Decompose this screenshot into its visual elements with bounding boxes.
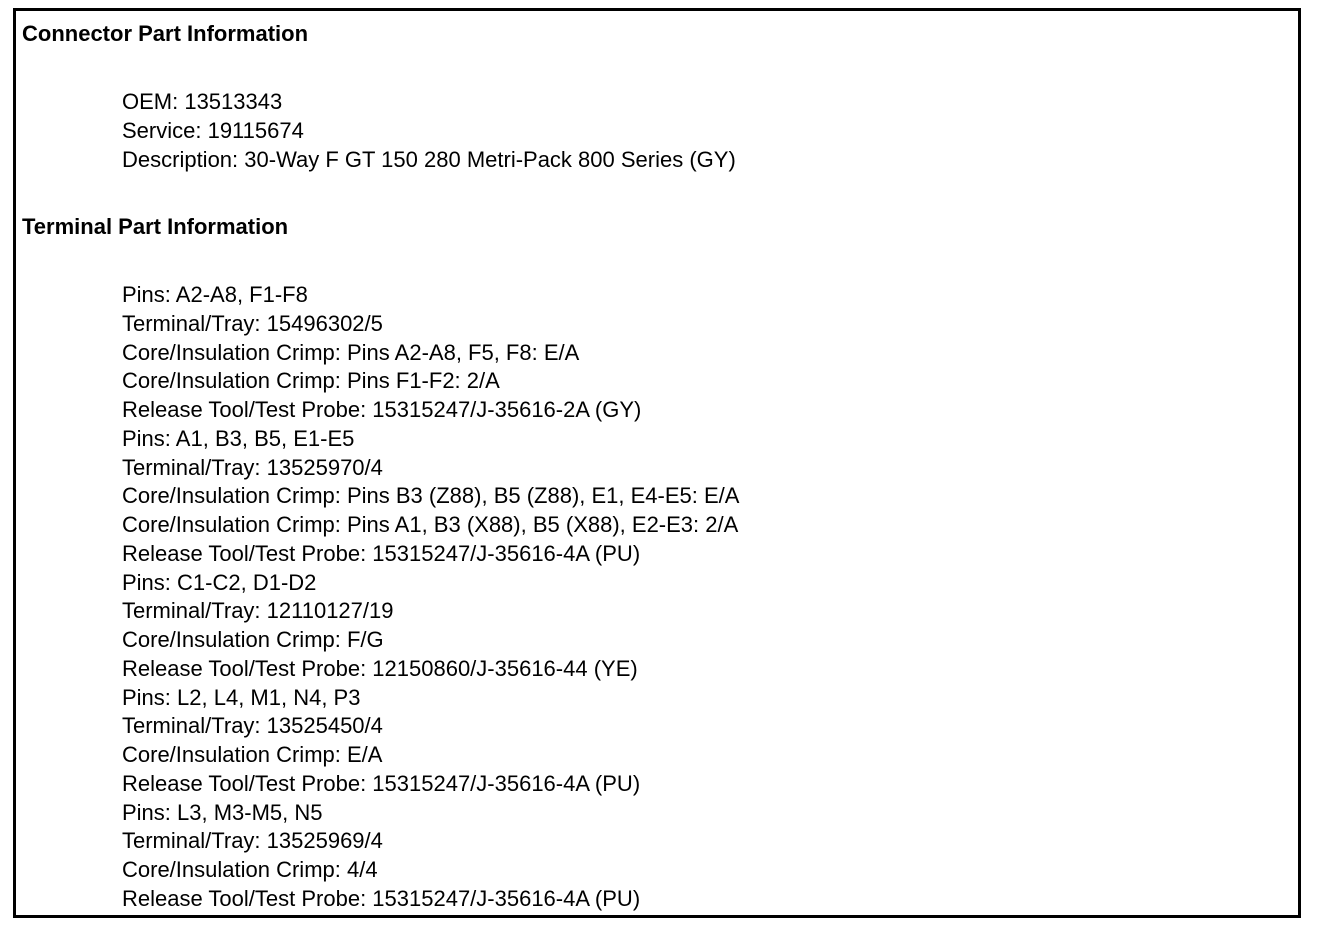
terminal-info-line: Release Tool/Test Probe: 12150860/J-35616-44 (YE) — [122, 655, 638, 681]
terminal-info-line: Core/Insulation Crimp: E/A — [122, 742, 383, 767]
terminal-info-line: Terminal/Tray: 13525450/4 — [122, 713, 383, 739]
terminal-info-line: Terminal/Tray: 15496302/5 — [122, 310, 383, 336]
terminal-info-line: Core/Insulation Crimp: Pins B3 (Z88), B5 (Z88), E1, E4-E5: E/A — [122, 483, 740, 509]
terminal-info-line: Pins: L3, M3-M5, N5 — [122, 799, 323, 825]
terminal-info-line: Pins: C1-C2, D1-D2 — [122, 569, 317, 595]
terminal-info-line: Core/Insulation Crimp: Pins A1, B3 (X88), B5 (X88), E2-E3: 2/A — [122, 512, 739, 537]
terminal-info-line: Terminal/Tray: 12110127/19 — [122, 598, 394, 624]
terminal-info-line: Release Tool/Test Probe: 15315247/J-35616-4A (PU) — [122, 770, 641, 796]
terminal-info-line: Terminal/Tray: 13525969/4 — [122, 828, 383, 854]
connector-section-title: Connector Part Information — [22, 21, 309, 46]
terminal-info-line: Pins: A1, B3, B5, E1-E5 — [122, 425, 355, 451]
terminal-info-line: Release Tool/Test Probe: 15315247/J-35616-2A (GY) — [122, 397, 642, 422]
terminal-info-list — [122, 281, 739, 914]
terminal-info-line: Core/Insulation Crimp: 4/4 — [122, 857, 378, 882]
terminal-info-line: Core/Insulation Crimp: F/G — [122, 627, 384, 652]
terminal-info-line: Terminal/Tray: 13525970/4 — [122, 454, 383, 480]
terminal-info-line: Core/Insulation Crimp: Pins A2-A8, F5, F8: E/A — [122, 339, 580, 365]
connector-info-list — [122, 88, 736, 174]
connector-info-line: Service: 19115674 — [122, 117, 304, 143]
terminal-info-line: Release Tool/Test Probe: 15315247/J-35616-4A (PU) — [122, 885, 641, 911]
terminal-info-line: Pins: A2-A8, F1-F8 — [122, 282, 308, 307]
terminal-info-line: Core/Insulation Crimp: Pins F1-F2: 2/A — [122, 368, 500, 394]
connector-info-line: Description: 30-Way F GT 150 280 Metri-Pack 800 Series (GY) — [122, 146, 736, 172]
connector-info-line: OEM: 13513343 — [122, 89, 283, 114]
terminal-info-line: Release Tool/Test Probe: 15315247/J-35616-4A (PU) — [122, 540, 641, 566]
terminal-info-line: Pins: L2, L4, M1, N4, P3 — [122, 684, 361, 710]
terminal-section-title: Terminal Part Information — [22, 214, 289, 239]
info-panel — [13, 8, 1301, 918]
